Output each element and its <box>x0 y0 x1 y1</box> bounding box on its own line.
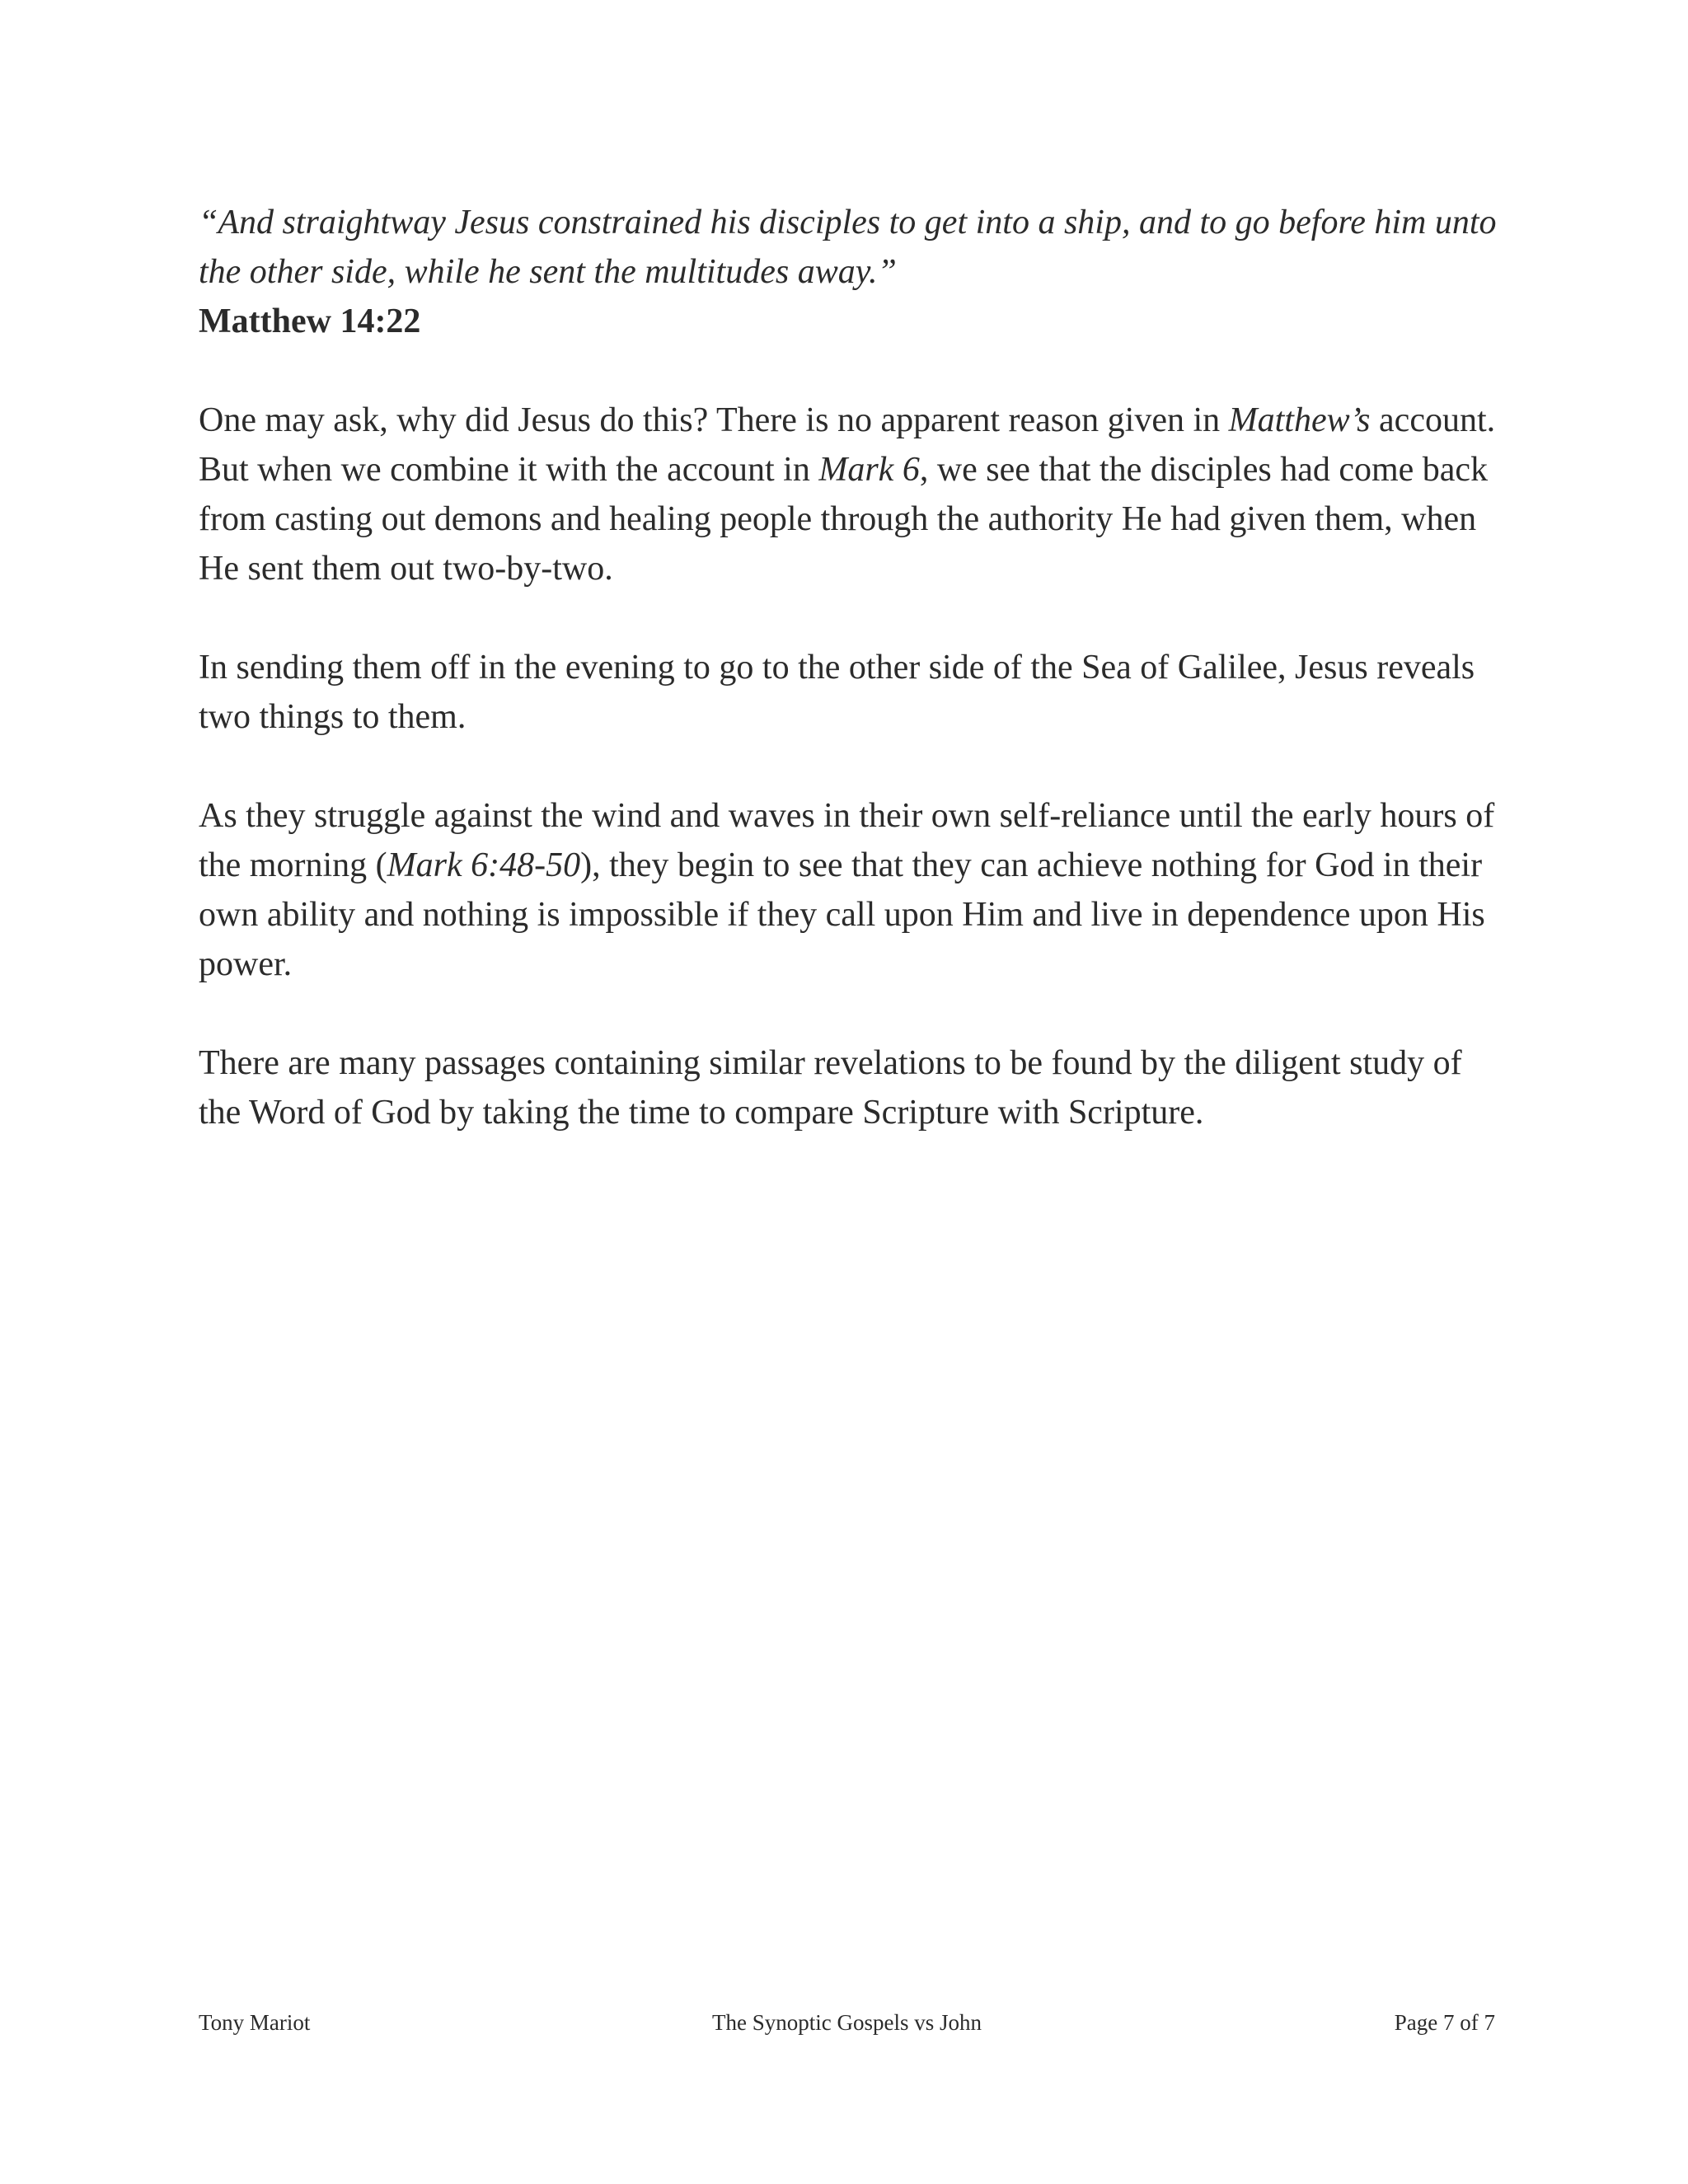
scripture-reference: Matthew 14:22 <box>199 302 421 340</box>
paragraph-1-emphasis-matthews: Matthew’s <box>1228 401 1371 439</box>
paragraph-4: There are many passages containing similar revelations to be found by the diligent study of the Word of God by taking the time to compare Scripture with Scripture. <box>199 1044 1462 1132</box>
footer-page-number: Page 7 of 7 <box>1394 2010 1495 2035</box>
paragraph-2: In sending them off in the evening to go to the other side of the Sea of Galilee, Jesus reveals two things to them. <box>199 649 1475 736</box>
paragraph-1-text-c: , we see that the disciples had come back from casting out demons and healing people through the authority He had given them, when He sent them out two-by-two. <box>199 451 1489 588</box>
paragraph-1-emphasis-mark: Mark 6 <box>818 451 920 489</box>
paragraph-1 <box>199 396 1501 593</box>
page-footer <box>199 2008 1495 2041</box>
paragraph-3-text-b: ), they begin to see that they can achieve nothing for God in their own ability and nothing is impossible if they call upon Him and live in dependence upon His power. <box>199 846 1485 983</box>
paragraph-3 <box>199 791 1501 989</box>
paragraph-3-emphasis-mark: Mark 6:48-50 <box>387 846 581 884</box>
scripture-quote: “And straightway Jesus constrained his disciples to get into a ship, and to go before him unto the other side, while he sent the multitudes away.” <box>199 204 1497 291</box>
paragraph-1-text-b: account. But when we combine it with the account in <box>199 401 1496 489</box>
page-content <box>199 198 1501 1187</box>
paragraph-3-text-a: As they struggle against the wind and waves in their own self-reliance until the early hours of the morning ( <box>199 797 1495 884</box>
paragraph-1-text-a: One may ask, why did Jesus do this? There is no apparent reason given in <box>199 401 1229 439</box>
footer-author: Tony Mariot <box>199 2010 311 2035</box>
footer-document-title: The Synoptic Gospels vs John <box>712 2010 982 2035</box>
